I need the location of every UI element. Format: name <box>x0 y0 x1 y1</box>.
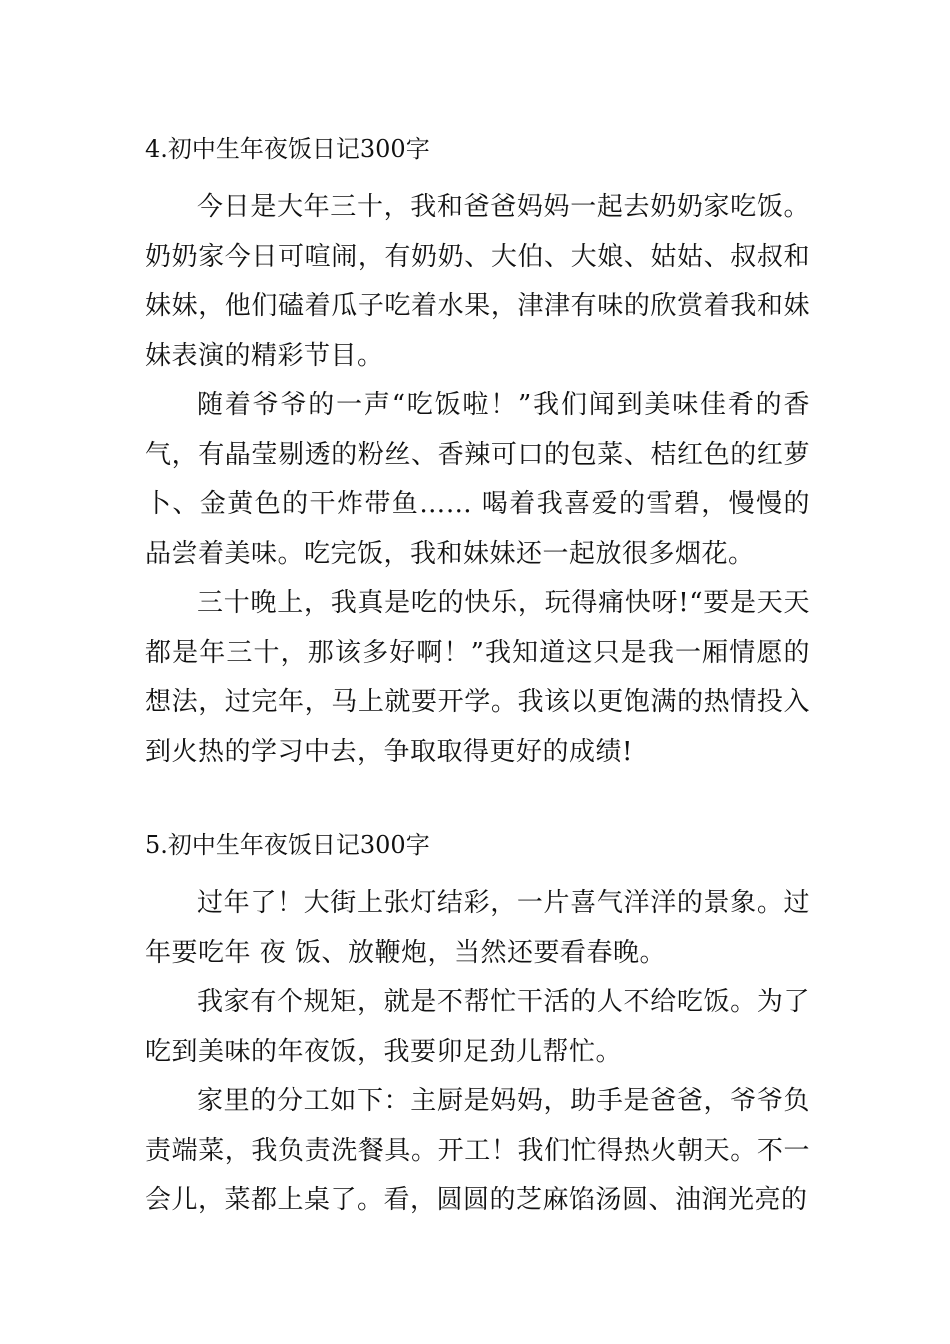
section-heading: 4.初中生年夜饭日记300字 <box>145 135 430 163</box>
section-body <box>145 183 810 777</box>
section-body <box>145 879 810 1226</box>
paragraph: 家里的分工如下：主厨是妈妈，助手是爸爸，爷爷负责端菜，我负责洗餐具。开工！我们忙得热火朝天。不一会儿，菜都上桌了。看，圆圆的芝麻馅汤圆、油润光亮的 <box>145 1086 810 1215</box>
paragraph: 我家有个规矩，就是不帮忙干活的人不给吃饭。为了吃到美味的年夜饭，我要卯足劲儿帮忙。 <box>145 987 810 1067</box>
diary-section-5 <box>145 829 810 1226</box>
paragraph: 三十晚上，我真是吃的快乐，玩得痛快呀!“要是天天都是年三十，那该多好啊！”我知道这只是我一厢情愿的想法，过完年，马上就要开学。我该以更饱满的热情投入到火热的学习中去，争取取得更好的成绩! <box>145 588 810 767</box>
paragraph: 随着爷爷的一声“吃饭啦！”我们闻到美味佳肴的香气，有晶莹剔透的粉丝、香辣可口的包菜、桔红色的红萝卜、金黄色的干炸带鱼…… 喝着我喜爱的雪碧，慢慢的品尝着美味。吃完饭，我和妹妹还一起放很多烟花。 <box>145 390 810 569</box>
section-heading: 5.初中生年夜饭日记300字 <box>145 831 430 859</box>
paragraph: 过年了！大街上张灯结彩，一片喜气洋洋的景象。过年要吃年 夜 饭、放鞭炮，当然还要看春晚。 <box>145 888 810 968</box>
paragraph: 今日是大年三十，我和爸爸妈妈一起去奶奶家吃饭。奶奶家今日可喧闹，有奶奶、大伯、大娘、姑姑、叔叔和妹妹，他们磕着瓜子吃着水果，津津有味的欣赏着我和妹妹表演的精彩节目。 <box>145 192 810 371</box>
diary-section-4 <box>145 133 810 777</box>
